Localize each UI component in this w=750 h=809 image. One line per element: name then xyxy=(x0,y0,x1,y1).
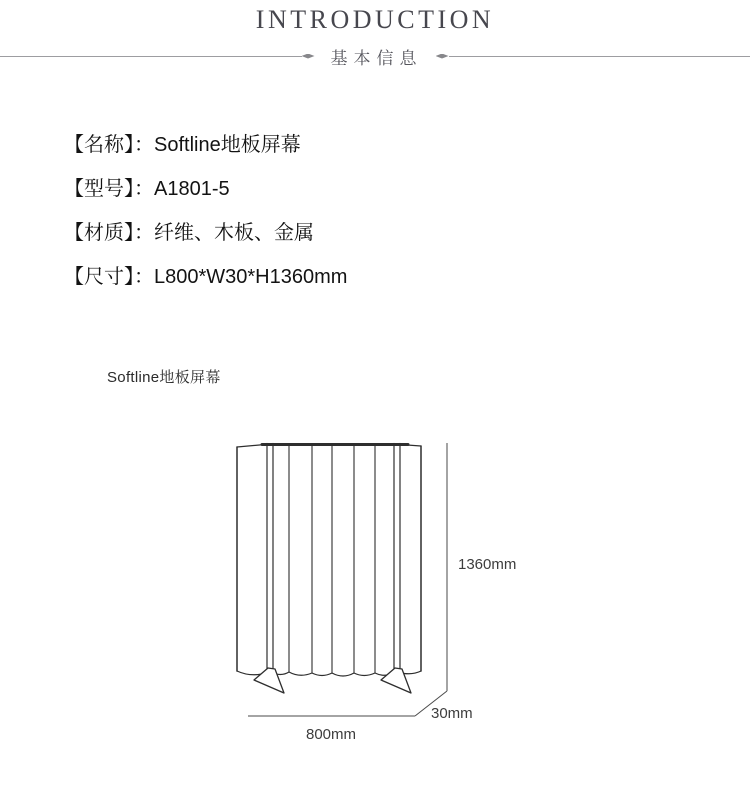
spec-row-material xyxy=(64,222,347,244)
spec-row-name xyxy=(64,134,347,156)
left-rule-line xyxy=(0,56,302,57)
product-dimension-diagram xyxy=(225,433,520,748)
spec-value-model: A1801-5 xyxy=(154,178,230,200)
spec-label-model: 【型号】： xyxy=(64,178,154,200)
drawing-caption: Softline地板屏幕 xyxy=(107,369,221,386)
spec-label-size: 【尺寸】： xyxy=(64,266,154,288)
spec-value-size: L800*W30*H1360mm xyxy=(154,266,348,288)
spec-value-material: 纤维、木板、金属 xyxy=(154,222,314,244)
spec-row-model xyxy=(64,178,347,200)
left-diamond-icon xyxy=(302,54,315,59)
spec-label-material: 【材质】： xyxy=(64,222,154,244)
product-spec-list xyxy=(64,134,347,310)
page-title: INTRODUCTION xyxy=(255,5,495,34)
screen-line-art xyxy=(237,444,421,694)
spec-label-name: 【名称】： xyxy=(64,134,154,156)
section-subtitle: 基本信息 xyxy=(330,48,423,68)
depth-dimension-label: 30mm xyxy=(431,705,473,722)
height-dimension-label: 1360mm xyxy=(458,556,517,573)
spec-value-name: Softline地板屏幕 xyxy=(154,134,301,156)
width-dimension-label: 800mm xyxy=(305,726,357,743)
spec-row-size xyxy=(64,266,347,288)
right-diamond-icon xyxy=(436,54,449,59)
right-rule-line xyxy=(449,56,750,57)
subtitle-divider-row xyxy=(0,47,750,68)
left-foot xyxy=(254,668,284,693)
right-foot xyxy=(381,668,411,693)
